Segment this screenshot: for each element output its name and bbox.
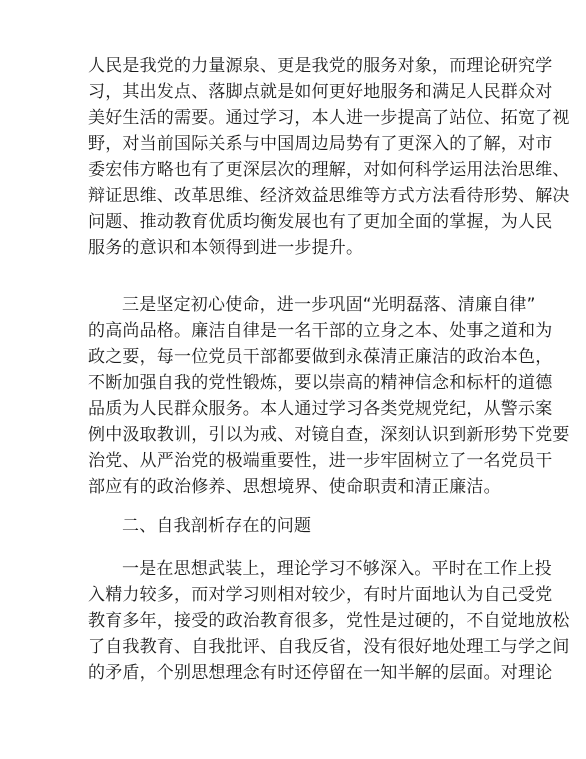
- paragraph-line: 人民是我党的力量源泉、更是我党的服务对象，而理论研究学: [88, 56, 553, 76]
- paragraph-line: 习，其出发点、落脚点就是如何更好地服务和满足人民群众对: [88, 82, 553, 102]
- paragraph-line: 的高尚品格。廉洁自律是一名干部的立身之本、处事之道和为: [88, 321, 553, 341]
- paragraph-line: 了自我教育、自我批评、自我反省，没有很好地处理工与学之间: [88, 637, 570, 657]
- paragraph-first-line: 一是在思想武装上，理论学习不够深入。平时在工作上投: [122, 559, 552, 579]
- paragraph-first-line: 三是坚定初心使命，进一步巩固“光明磊落、清廉自律”: [122, 295, 536, 315]
- paragraph-line: 野，对当前国际关系与中国周边局势有了更深入的了解，对市: [88, 134, 553, 154]
- paragraph-line: 服务的意识和本领得到进一步提升。: [88, 238, 364, 258]
- paragraph-line: 品质为人民群众服务。本人通过学习各类党规党纪，从警示案: [88, 399, 553, 419]
- paragraph-line: 美好生活的需要。通过学习，本人进一步提高了站位、拓宽了视: [88, 108, 570, 128]
- paragraph-line: 不断加强自我的党性锻炼，要以崇高的精神信念和标杆的道德: [88, 373, 553, 393]
- paragraph-line: 政之要，每一位党员干部都要做到永葆清正廉洁的政治本色，: [88, 347, 553, 367]
- paragraph-line: 部应有的政治修养、思想境界、使命职责和清正廉洁。: [88, 477, 501, 497]
- paragraph-line: 入精力较多，而对学习则相对较少，有时片面地认为自己受党: [88, 585, 553, 605]
- paragraph-line: 例中汲取教训，引以为戒、对镜自查，深刻认识到新形势下党要: [88, 425, 570, 445]
- paragraph-line: 辩证思维、改革思维、经济效益思维等方式方法看待形势、解决: [88, 186, 570, 206]
- paragraph-line: 教育多年，接受的政治教育很多，党性是过硬的，不自觉地放松: [88, 611, 570, 631]
- heading-line: 二、自我剖析存在的问题: [122, 516, 312, 536]
- paragraph-line: 委宏伟方略也有了更深层次的理解，对如何科学运用法治思维、: [88, 160, 570, 180]
- paragraph-line: 的矛盾，个别思想理念有时还停留在一知半解的层面。对理论: [88, 663, 553, 683]
- paragraph-line: 治党、从严治党的极端重要性，进一步牢固树立了一名党员干: [88, 451, 553, 471]
- paragraph-line: 问题、推动教育优质均衡发展也有了更加全面的掌握，为人民: [88, 212, 553, 232]
